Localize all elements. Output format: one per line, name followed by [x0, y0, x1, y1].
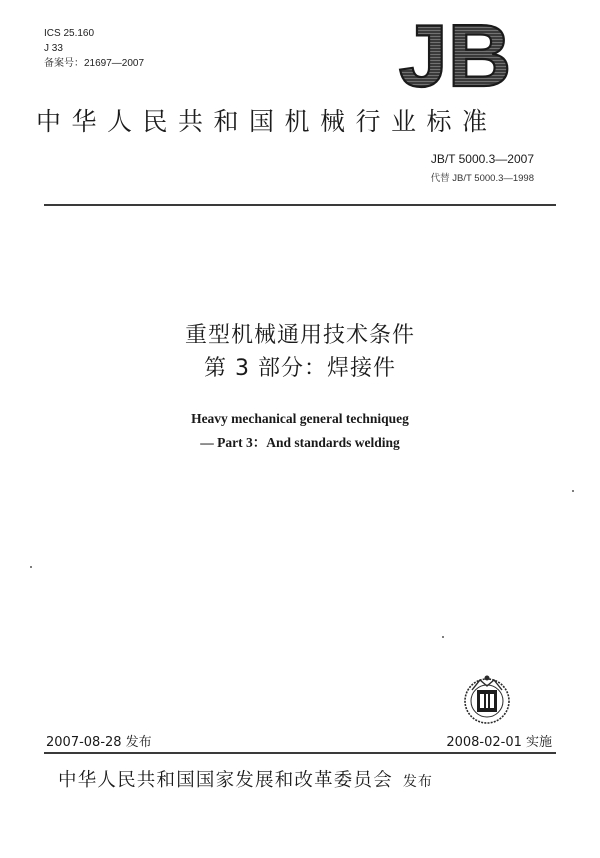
- chinese-title-line-1: 重型机械通用技术条件: [184, 323, 415, 348]
- industry-standard-title: 中华人民共和国机械行业标准: [36, 107, 498, 136]
- bottom-divider: [44, 752, 556, 754]
- classification-code: J 33: [44, 43, 63, 54]
- replaced-standard: 代替 JB/T 5000.3—1998: [430, 173, 534, 184]
- filing-number: 备案号：21697—2007: [44, 58, 145, 69]
- seal-graphic: [456, 668, 518, 730]
- english-title-line-2: — Part 3：And standards welding: [200, 435, 400, 450]
- jb-logo-text: JB: [398, 14, 512, 94]
- chinese-title-line-2: 第 3 部分：焊接件: [204, 356, 396, 381]
- scan-speck: [572, 490, 574, 492]
- issue-date: 2007-08-28 发布: [46, 735, 152, 750]
- issuer-suffix: 发布: [402, 774, 433, 790]
- ics-code: ICS 25.160: [44, 28, 95, 39]
- issuer-name: 中华人民共和国国家发展和改革委员会: [58, 770, 393, 791]
- implementation-date: 2008-02-01 实施: [446, 735, 552, 750]
- publisher-seal-icon: [456, 668, 518, 730]
- jb-logo-graphic: [388, 14, 522, 94]
- jb-logo: [388, 14, 522, 94]
- scan-speck: [30, 566, 32, 568]
- scan-speck: [442, 636, 444, 638]
- classification-block: [44, 26, 144, 71]
- top-divider: [44, 204, 556, 206]
- issuing-authority: [58, 766, 433, 792]
- english-title-line-1: Heavy mechanical general techniqueg: [191, 411, 409, 426]
- standard-number: JB/T 5000.3—2007: [430, 152, 534, 166]
